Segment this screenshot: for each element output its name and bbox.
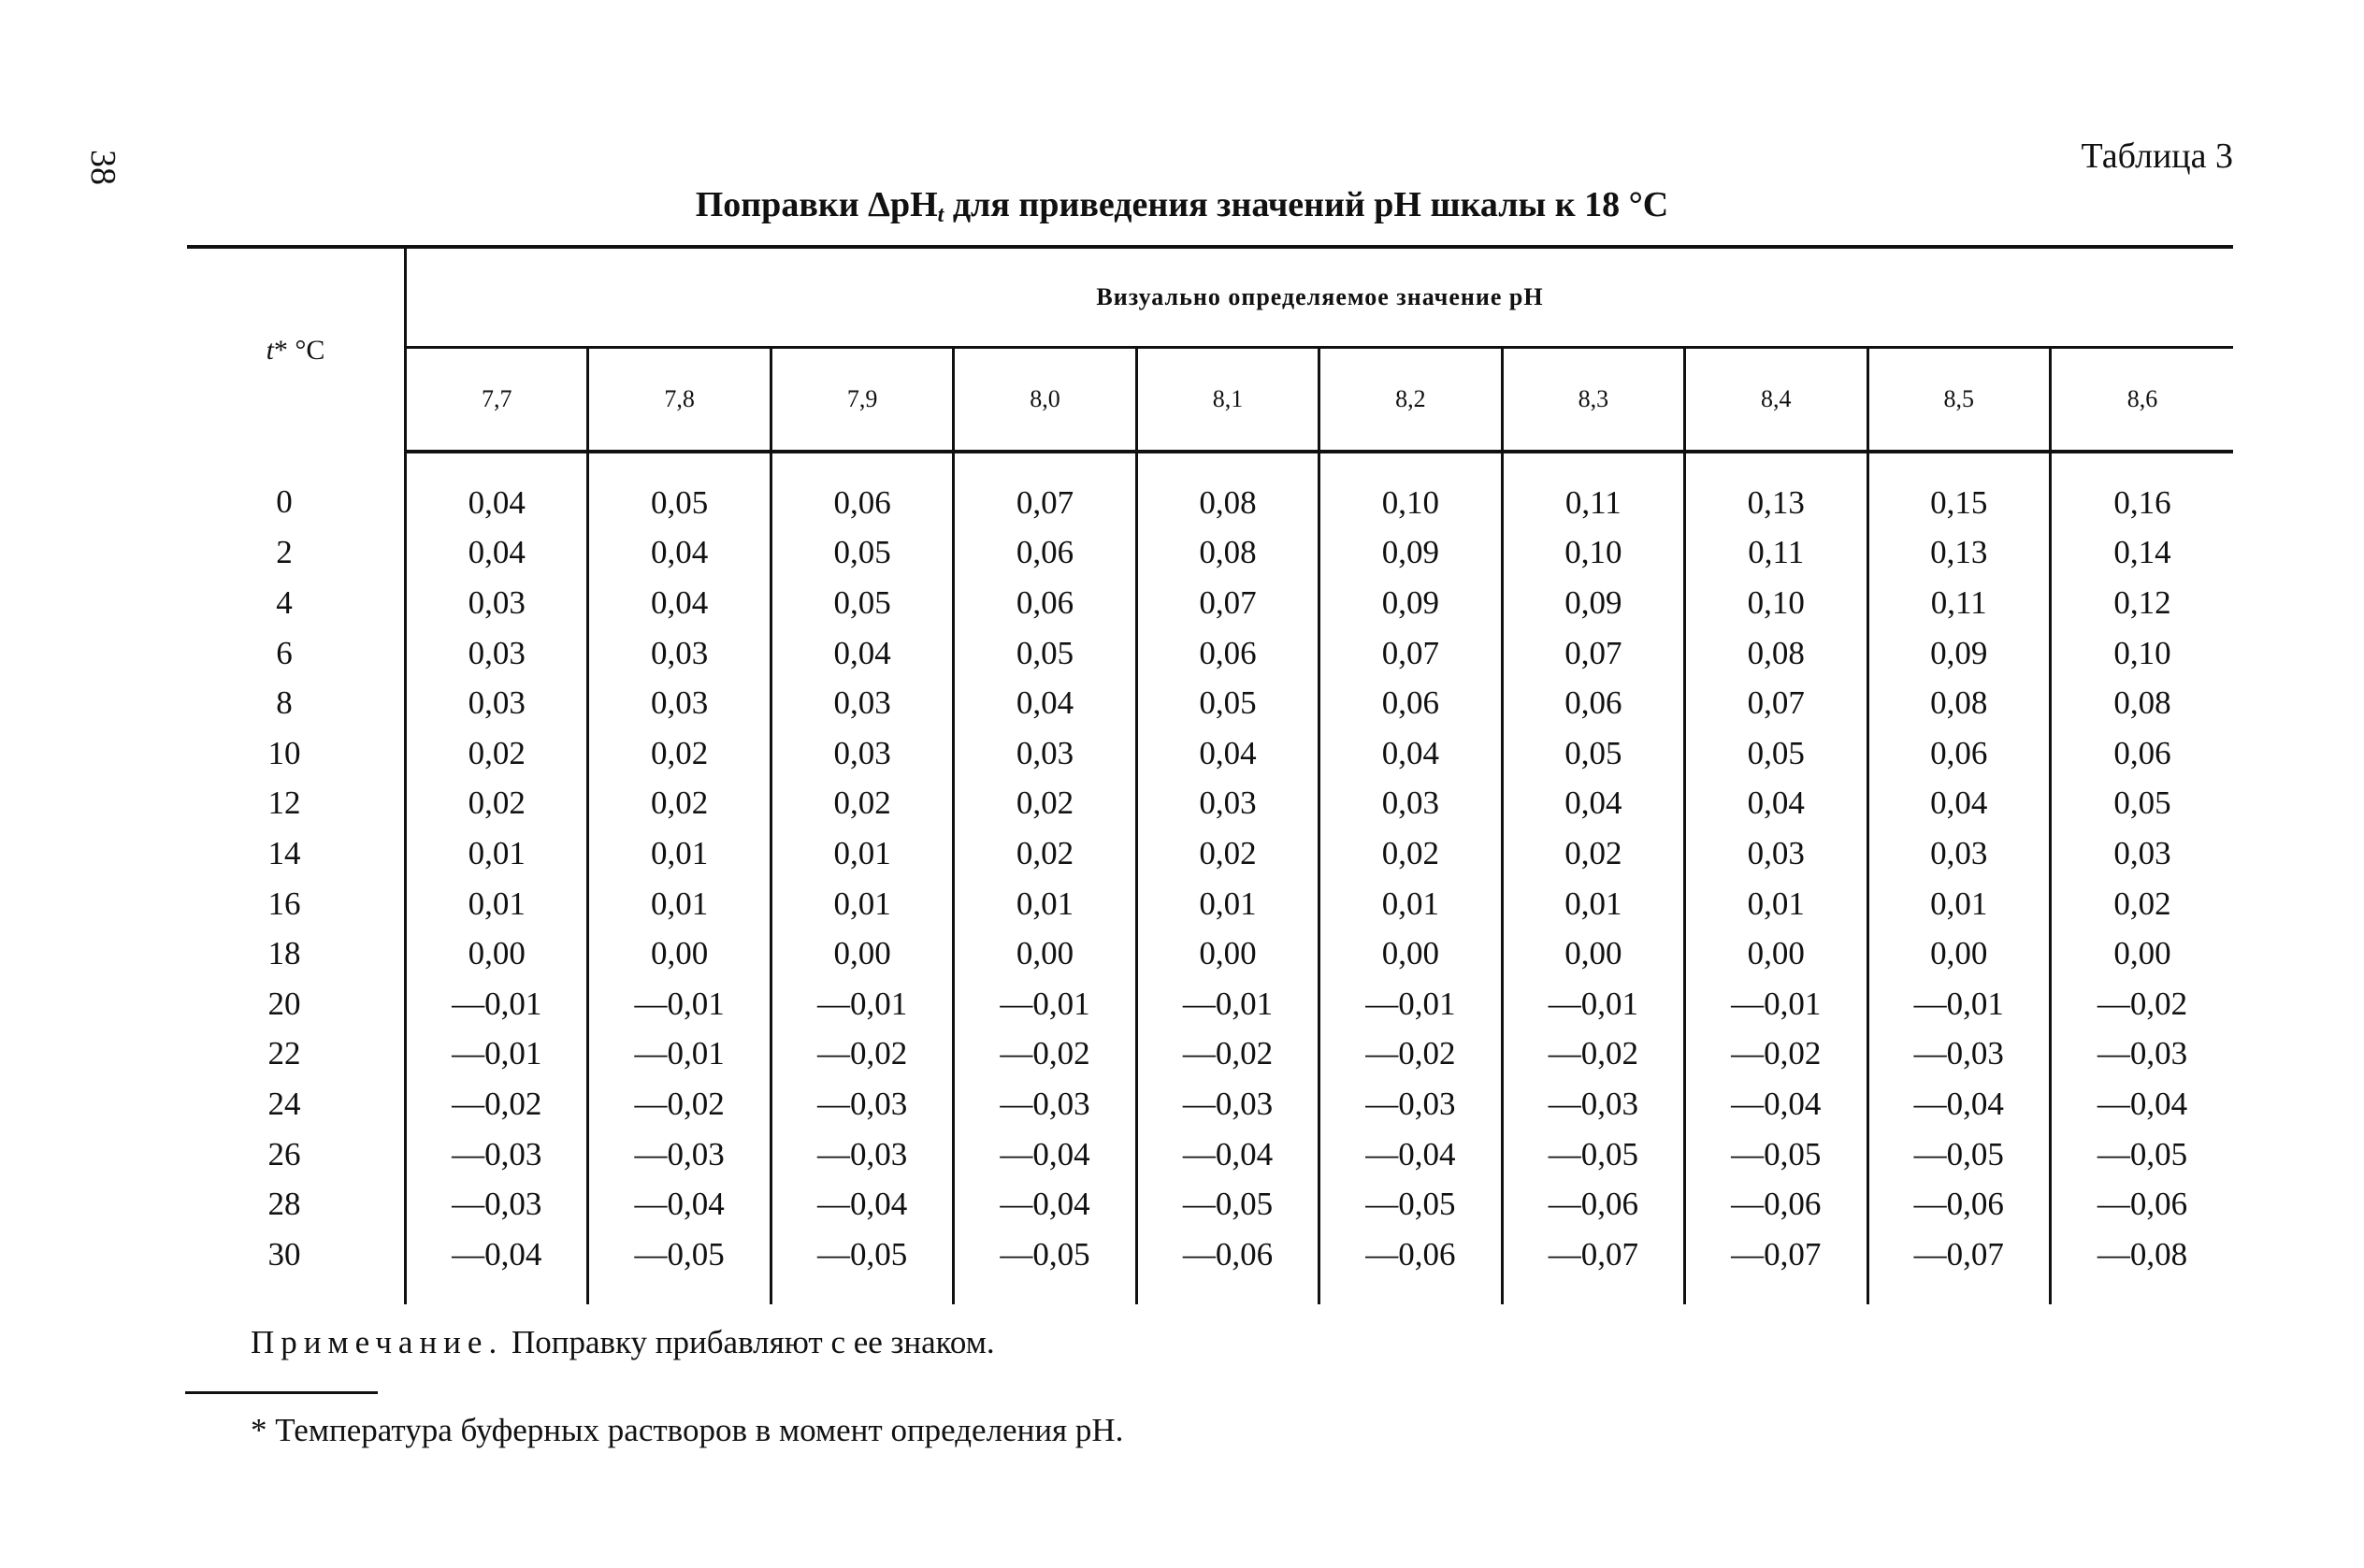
correction-cell: 0,03 <box>406 678 588 728</box>
correction-cell: 0,01 <box>406 879 588 929</box>
correction-cell: 0,01 <box>1867 879 2050 929</box>
correction-cell: —0,02 <box>1136 1029 1319 1080</box>
temperature-cell: 24 <box>187 1079 406 1129</box>
temperature-column-header <box>187 247 406 452</box>
ph-column-header: 7,8 <box>588 348 771 453</box>
correction-cell: 0,05 <box>771 528 953 579</box>
correction-cell: —0,04 <box>2097 1085 2188 1122</box>
correction-cell: 0,05 <box>588 452 771 528</box>
correction-cell: 0,04 <box>588 528 771 579</box>
correction-cell: 0,08 <box>2113 684 2171 722</box>
correction-cell: 0,01 <box>771 879 953 929</box>
correction-cell: 0,05 <box>1502 728 1684 779</box>
table-title-prefix: Поправки ΔpH <box>695 185 938 224</box>
table-title <box>0 184 2364 228</box>
correction-cell: 0,04 <box>771 628 953 679</box>
header-row-columns <box>187 348 2233 453</box>
correction-cell: —0,06 <box>2097 1186 2188 1223</box>
header-row-group <box>187 247 2233 348</box>
correction-cell: —0,06 <box>1502 1179 1684 1230</box>
correction-cell: 0,01 <box>1502 879 1684 929</box>
correction-cell: 0,08 <box>1136 452 1319 528</box>
correction-cell: 0,02 <box>1502 828 1684 879</box>
correction-cell: 0,02 <box>588 779 771 829</box>
correction-cell: 0,08 <box>1136 528 1319 579</box>
correction-cell: 0,02 <box>771 779 953 829</box>
correction-cell: —0,05 <box>1319 1179 1502 1230</box>
correction-cell: 0,06 <box>2113 734 2171 771</box>
correction-cell: 0,03 <box>771 678 953 728</box>
correction-cell: —0,03 <box>1136 1079 1319 1129</box>
correction-cell: 0,00 <box>954 928 1136 979</box>
correction-cell: —0,06 <box>1867 1179 2050 1230</box>
correction-cell: 0,01 <box>954 879 1136 929</box>
correction-cell: —0,05 <box>1502 1129 1684 1180</box>
table-note <box>251 1324 995 1361</box>
correction-cell: 0,03 <box>1867 828 2050 879</box>
correction-cell: 0,03 <box>588 628 771 679</box>
correction-cell: —0,01 <box>588 979 771 1029</box>
correction-cell: 0,04 <box>1867 779 2050 829</box>
correction-cell: 0,13 <box>1685 452 1867 528</box>
correction-cell: —0,07 <box>1867 1230 2050 1304</box>
correction-cell: 0,07 <box>1319 628 1502 679</box>
table-row <box>187 1129 2233 1180</box>
correction-cell: —0,01 <box>1867 979 2050 1029</box>
correction-cell: 0,15 <box>1867 452 2050 528</box>
correction-cell: 0,03 <box>406 628 588 679</box>
temp-unit: °C <box>287 334 325 366</box>
ph-column-header: 8,3 <box>1502 348 1684 453</box>
correction-cell: —0,06 <box>1136 1230 1319 1304</box>
table-row <box>187 1230 2233 1304</box>
correction-cell: 0,10 <box>2113 634 2171 671</box>
correction-cell: 0,09 <box>1502 578 1684 628</box>
table-title-suffix: для приведения значений pH шкалы к 18 °C <box>944 185 1669 224</box>
temperature-cell: 10 <box>187 728 406 779</box>
correction-cell: —0,02 <box>2097 985 2188 1022</box>
temperature-cell: 16 <box>187 879 406 929</box>
correction-cell: 0,10 <box>1502 528 1684 579</box>
footnote: * Температура буферных растворов в момент определения pH. <box>251 1412 1124 1448</box>
table-title-subscript: t <box>937 203 944 227</box>
correction-cell: —0,03 <box>406 1129 588 1180</box>
correction-cell: —0,03 <box>771 1079 953 1129</box>
correction-cell: 0,02 <box>2113 885 2171 922</box>
ph-column-header: 8,6 <box>2050 348 2233 453</box>
correction-cell: 0,04 <box>954 678 1136 728</box>
correction-cell: 0,00 <box>1502 928 1684 979</box>
correction-cell: —0,02 <box>1502 1029 1684 1080</box>
correction-cell: —0,01 <box>406 1029 588 1080</box>
temperature-cell: 6 <box>187 628 406 679</box>
correction-cell: 0,02 <box>1136 828 1319 879</box>
table-row <box>187 828 2233 879</box>
correction-cell: 0,12 <box>2113 583 2171 621</box>
correction-cell: —0,01 <box>954 979 1136 1029</box>
correction-cell: —0,03 <box>406 1179 588 1230</box>
table-label: Таблица 3 <box>2081 137 2233 176</box>
correction-cell: 0,04 <box>588 578 771 628</box>
correction-cell: —0,01 <box>1319 979 1502 1029</box>
correction-cell: —0,01 <box>1685 979 1867 1029</box>
correction-cell: 0,04 <box>1319 728 1502 779</box>
ph-group-header: Визуально определяемое значение pH <box>406 247 2234 348</box>
correction-cell: 0,14 <box>2113 534 2171 571</box>
correction-cell: 0,11 <box>1502 452 1684 528</box>
note-label: Примечание. <box>251 1324 504 1360</box>
correction-cell: 0,07 <box>1502 628 1684 679</box>
correction-cell: 0,08 <box>1685 628 1867 679</box>
correction-cell: —0,03 <box>954 1079 1136 1129</box>
correction-cell: —0,03 <box>588 1129 771 1180</box>
temperature-cell: 20 <box>187 979 406 1029</box>
temperature-cell: 30 <box>187 1230 406 1304</box>
correction-cell: 0,02 <box>954 828 1136 879</box>
correction-cell: 0,03 <box>771 728 953 779</box>
correction-cell: —0,02 <box>406 1079 588 1129</box>
temp-mark: * <box>273 334 288 366</box>
correction-cell: 0,05 <box>2113 784 2171 822</box>
correction-cell: —0,01 <box>771 979 953 1029</box>
correction-cell: —0,04 <box>1136 1129 1319 1180</box>
correction-cell: —0,02 <box>588 1079 771 1129</box>
correction-cell: —0,04 <box>406 1230 588 1304</box>
note-text: Поправку прибавляют с ее знаком. <box>503 1324 995 1360</box>
ph-correction-table <box>187 245 2233 1304</box>
correction-cell: —0,04 <box>1867 1079 2050 1129</box>
correction-cell: 0,06 <box>1319 678 1502 728</box>
correction-cell: 0,04 <box>1685 779 1867 829</box>
correction-cell: 0,09 <box>1319 578 1502 628</box>
correction-cell: —0,05 <box>1136 1179 1319 1230</box>
temperature-cell: 2 <box>187 528 406 579</box>
table-body <box>187 452 2233 1304</box>
correction-cell: 0,01 <box>771 828 953 879</box>
correction-cell: —0,05 <box>954 1230 1136 1304</box>
correction-cell: —0,05 <box>771 1230 953 1304</box>
correction-cell: 0,08 <box>1867 678 2050 728</box>
correction-cell: 0,06 <box>1136 628 1319 679</box>
table-row <box>187 452 2233 528</box>
correction-cell: 0,01 <box>588 879 771 929</box>
table-row <box>187 528 2233 579</box>
correction-cell: —0,02 <box>954 1029 1136 1080</box>
correction-cell: 0,06 <box>771 452 953 528</box>
footnote-divider <box>185 1391 378 1394</box>
correction-cell: 0,06 <box>1502 678 1684 728</box>
ph-column-header: 7,7 <box>406 348 588 453</box>
temperature-cell: 4 <box>187 578 406 628</box>
page-number: 38 <box>83 150 123 185</box>
table-row <box>187 628 2233 679</box>
correction-cell: 0,03 <box>954 728 1136 779</box>
temp-symbol: t <box>266 334 274 366</box>
correction-cell: —0,03 <box>1867 1029 2050 1080</box>
correction-cell: 0,01 <box>1685 879 1867 929</box>
table-row <box>187 678 2233 728</box>
correction-cell: 0,06 <box>954 578 1136 628</box>
correction-cell: —0,04 <box>1685 1079 1867 1129</box>
correction-cell: 0,00 <box>771 928 953 979</box>
correction-cell: 0,00 <box>1867 928 2050 979</box>
ph-column-header: 8,2 <box>1319 348 1502 453</box>
correction-cell: —0,05 <box>1685 1129 1867 1180</box>
table-row <box>187 578 2233 628</box>
correction-cell: 0,00 <box>406 928 588 979</box>
ph-column-header: 8,1 <box>1136 348 1319 453</box>
temperature-cell: 28 <box>187 1179 406 1230</box>
correction-cell: 0,16 <box>2113 483 2171 521</box>
correction-cell: 0,02 <box>954 779 1136 829</box>
correction-cell: 0,02 <box>406 779 588 829</box>
table-row <box>187 1079 2233 1129</box>
correction-cell: 0,06 <box>954 528 1136 579</box>
table-header <box>187 247 2233 452</box>
table-row <box>187 879 2233 929</box>
temperature-cell: 8 <box>187 678 406 728</box>
correction-cell: 0,03 <box>1136 779 1319 829</box>
ph-column-header: 8,5 <box>1867 348 2050 453</box>
correction-cell: —0,03 <box>2097 1035 2188 1072</box>
correction-cell: 0,05 <box>954 628 1136 679</box>
correction-cell: —0,06 <box>1685 1179 1867 1230</box>
temperature-cell: 0 <box>187 452 406 528</box>
correction-cell: 0,00 <box>1136 928 1319 979</box>
correction-cell: 0,02 <box>1319 828 1502 879</box>
temperature-cell: 18 <box>187 928 406 979</box>
table-row <box>187 728 2233 779</box>
table-row <box>187 979 2233 1029</box>
correction-cell: 0,10 <box>1685 578 1867 628</box>
correction-cell: 0,05 <box>771 578 953 628</box>
correction-cell: 0,01 <box>1319 879 1502 929</box>
correction-cell: 0,03 <box>1319 779 1502 829</box>
correction-cell: 0,09 <box>1319 528 1502 579</box>
correction-cell: 0,00 <box>588 928 771 979</box>
temperature-cell: 14 <box>187 828 406 879</box>
correction-cell: 0,11 <box>1867 578 2050 628</box>
correction-cell: 0,04 <box>1136 728 1319 779</box>
correction-cell: 0,06 <box>1867 728 2050 779</box>
correction-cell: 0,04 <box>406 528 588 579</box>
table-row <box>187 1179 2233 1230</box>
correction-cell: —0,05 <box>588 1230 771 1304</box>
correction-cell: —0,04 <box>1319 1129 1502 1180</box>
correction-cell: 0,11 <box>1685 528 1867 579</box>
table-row <box>187 1029 2233 1080</box>
correction-cell: 0,13 <box>1867 528 2050 579</box>
correction-cell: 0,00 <box>1319 928 1502 979</box>
correction-cell: —0,07 <box>1502 1230 1684 1304</box>
ph-column-header: 8,0 <box>954 348 1136 453</box>
ph-column-header: 7,9 <box>771 348 953 453</box>
correction-cell: 0,03 <box>1685 828 1867 879</box>
correction-cell: —0,04 <box>954 1179 1136 1230</box>
correction-cell: —0,03 <box>1319 1079 1502 1129</box>
correction-cell: 0,05 <box>1685 728 1867 779</box>
correction-cell: —0,01 <box>1136 979 1319 1029</box>
correction-cell: —0,01 <box>406 979 588 1029</box>
correction-cell: 0,07 <box>1685 678 1867 728</box>
correction-cell: —0,02 <box>1319 1029 1502 1080</box>
correction-cell: 0,02 <box>588 728 771 779</box>
correction-cell: 0,04 <box>406 452 588 528</box>
correction-cell: 0,01 <box>588 828 771 879</box>
correction-cell: 0,05 <box>1136 678 1319 728</box>
correction-cell: 0,07 <box>1136 578 1319 628</box>
temperature-cell: 12 <box>187 779 406 829</box>
correction-cell: —0,03 <box>1502 1079 1684 1129</box>
correction-cell: 0,03 <box>2113 834 2171 871</box>
correction-cell: —0,04 <box>954 1129 1136 1180</box>
table-row <box>187 779 2233 829</box>
correction-cell: —0,05 <box>2097 1135 2188 1172</box>
correction-cell: —0,04 <box>771 1179 953 1230</box>
correction-cell: 0,07 <box>954 452 1136 528</box>
correction-cell: 0,01 <box>1136 879 1319 929</box>
correction-cell: —0,08 <box>2097 1235 2188 1273</box>
correction-cell: —0,02 <box>1685 1029 1867 1080</box>
temperature-cell: 26 <box>187 1129 406 1180</box>
correction-cell: —0,06 <box>1319 1230 1502 1304</box>
correction-cell: 0,04 <box>1502 779 1684 829</box>
correction-cell: —0,01 <box>1502 979 1684 1029</box>
correction-cell: 0,00 <box>1685 928 1867 979</box>
correction-cell: 0,02 <box>406 728 588 779</box>
correction-cell: —0,07 <box>1685 1230 1867 1304</box>
table-row <box>187 928 2233 979</box>
correction-cell: 0,00 <box>2113 935 2171 972</box>
correction-cell: —0,01 <box>588 1029 771 1080</box>
correction-cell: —0,05 <box>1867 1129 2050 1180</box>
correction-cell: 0,03 <box>588 678 771 728</box>
correction-cell: 0,01 <box>406 828 588 879</box>
correction-cell: 0,10 <box>1319 452 1502 528</box>
correction-cell: —0,04 <box>588 1179 771 1230</box>
temperature-cell: 22 <box>187 1029 406 1080</box>
ph-column-header: 8,4 <box>1685 348 1867 453</box>
correction-cell: —0,02 <box>771 1029 953 1080</box>
correction-cell: 0,09 <box>1867 628 2050 679</box>
correction-cell: 0,03 <box>406 578 588 628</box>
correction-cell: —0,03 <box>771 1129 953 1180</box>
